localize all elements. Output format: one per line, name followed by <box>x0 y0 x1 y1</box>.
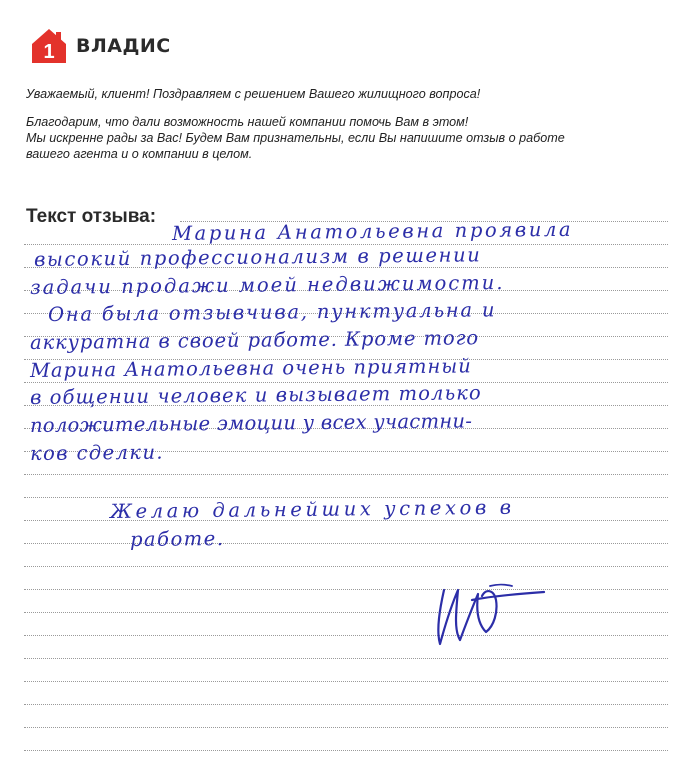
thanks-line: вашего агента и о компании в целом. <box>26 147 253 161</box>
brand-name: ВЛАДИС <box>76 35 171 57</box>
wish-line: работе. <box>129 527 225 551</box>
review-line: в общении человек и вызывает только <box>29 381 482 409</box>
ruled-line <box>24 704 668 705</box>
header <box>30 27 171 65</box>
thanks-line: Благодарим, что дали возможность нашей компании помочь Вам в этом! <box>26 115 469 129</box>
ruled-line <box>24 543 668 544</box>
signature-icon <box>432 578 550 648</box>
ruled-line <box>24 658 668 659</box>
ruled-line <box>24 750 668 751</box>
greeting-line: Уважаемый, клиент! Поздравляем с решением Вашего жилищного вопроса! <box>26 87 481 101</box>
review-line: Марина Анатольевна очень приятный <box>29 354 472 382</box>
ruled-line <box>24 566 668 567</box>
intro-text <box>26 86 666 174</box>
ruled-line <box>24 681 668 682</box>
house-logo-icon <box>30 27 68 65</box>
review-line: положительные эмоции у всех участни- <box>29 409 473 437</box>
review-line: высокий профессионализм в решении <box>33 243 482 271</box>
review-line: ков сделки. <box>29 440 165 465</box>
wish-line: Желаю дальнейших успехов в <box>109 495 515 523</box>
ruled-line <box>24 589 668 590</box>
ruled-line <box>24 612 668 613</box>
review-line: Она была отзывчива, пунктуальна и <box>47 298 497 326</box>
thanks-line: Мы искренне рады за Вас! Будем Вам признательны, если Вы напишите отзыв о работе <box>26 131 565 145</box>
review-label: Текст отзыва: <box>26 206 157 227</box>
ruled-line <box>24 474 668 475</box>
ruled-line <box>24 727 668 728</box>
review-line: Марина Анатольевна проявила <box>171 217 574 245</box>
review-line: задачи продажи моей недвижимости. <box>29 271 505 299</box>
ruled-line <box>24 635 668 636</box>
logo-digit: 1 <box>43 41 55 63</box>
review-line: аккуратна в своей работе. Кроме того <box>29 326 480 354</box>
